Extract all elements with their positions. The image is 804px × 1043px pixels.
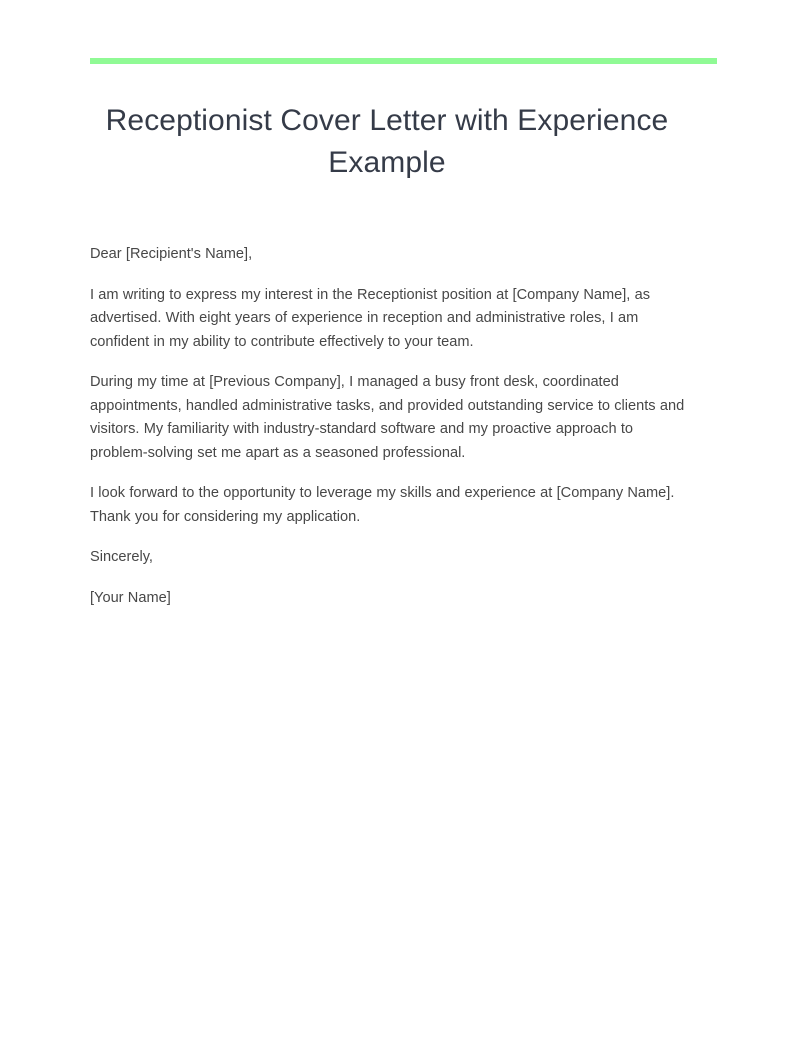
letter-paragraph-intro: I am writing to express my interest in the Receptionist position at [Company Name], as advertised. With eight years of experience in reception and administrative roles, I am confident in my ability to contribute effectively to your team. (90, 286, 651, 350)
top-accent-bar (90, 58, 717, 64)
letter-sign-off: Sincerely, (90, 549, 153, 565)
cover-letter-body (90, 243, 686, 610)
letter-paragraph-experience: During my time at [Previous Company], I managed a busy front desk, coordinated appointments, handled administrative tasks, and provided outstanding service to clients and visitors. My familiarity with industry-standard software and my proactive approach to problem-solving set me apart as a seasoned professional. (90, 374, 685, 461)
letter-paragraph-closing: I look forward to the opportunity to leverage my skills and experience at [Company Name]. Thank you for considering my application. (90, 485, 675, 525)
page-title: Receptionist Cover Letter with Experience Example (105, 104, 669, 179)
letter-signature: [Your Name] (90, 589, 171, 606)
letter-salutation: Dear [Recipient's Name], (90, 246, 253, 262)
